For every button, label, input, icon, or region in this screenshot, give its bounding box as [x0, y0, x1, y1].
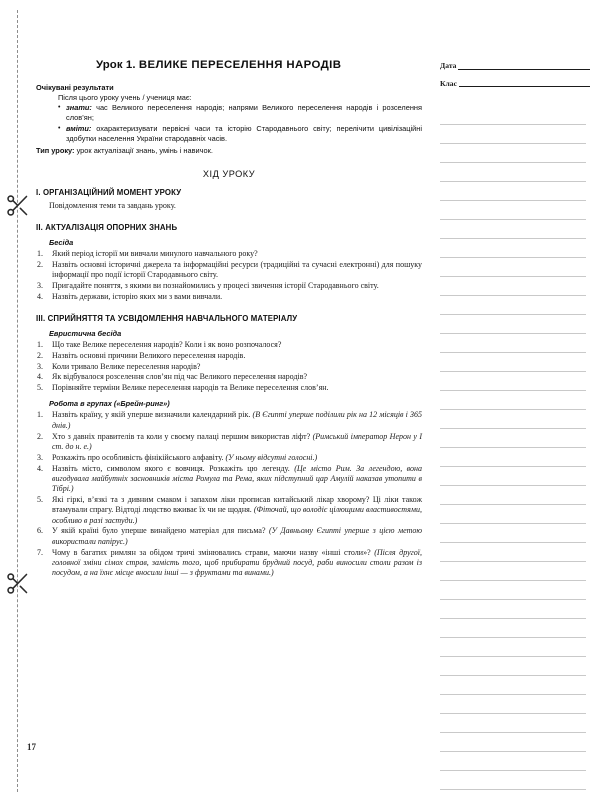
lesson-type-label: Тип уроку: — [36, 145, 75, 155]
date-input[interactable] — [458, 68, 590, 70]
ruled-line[interactable] — [440, 391, 586, 410]
list-item — [36, 103, 422, 123]
expected-text-vmity: охарактеризувати первісні часи та історію Стародавнього світу; перелічити цивілізаційні здобутки населення України стародавніх часів. — [66, 124, 422, 144]
ruled-line[interactable] — [440, 448, 586, 467]
question-answer: (В Єгипті уперше поділили рік на 12 місяців і 365 днів.) — [52, 410, 423, 430]
ruled-line[interactable] — [440, 581, 586, 600]
question-answer: (Після другої, головної зміни сімох страв, замість того, щоб прибирати брудний посуд, раби виносили столи разом із посудом, а на їхнє місце вносили інші — з фруктами та винами.) — [52, 547, 422, 578]
lesson-content — [36, 58, 422, 579]
ruled-line[interactable] — [440, 239, 586, 258]
expected-text-znaty: час Великого переселення народів; напрями Великого переселення народів і розселення слов’ян; — [66, 103, 422, 123]
scissors-icon — [4, 192, 31, 219]
lesson-type — [36, 146, 422, 155]
page-number: 17 — [27, 742, 36, 752]
ruled-line[interactable] — [440, 619, 586, 638]
expected-results-intro: Після цього уроку учень / учениця має: — [58, 93, 192, 103]
ruled-line[interactable] — [440, 752, 586, 771]
question-text: Назвіть місто, символом якого є вовчиця. Розкажіть цю легенду. — [52, 463, 295, 473]
ruled-line[interactable] — [440, 543, 586, 562]
expected-marker-vmity: вміти: — [66, 124, 92, 134]
list-item: Порівняйте терміни Велике переселення народів та Велике переселення слов’ян. — [52, 383, 329, 393]
list-item — [36, 526, 422, 547]
list-item: Що таке Велике переселення народів? Коли і як воно розпочалося? — [52, 339, 282, 349]
list-item — [36, 464, 422, 495]
subsection-heading-group-work: Робота в групах («Брейн-ринг») — [49, 399, 170, 409]
course-heading: ХІД УРОКУ — [202, 168, 256, 179]
class-label: Клас — [440, 78, 457, 88]
page-title — [36, 58, 422, 72]
list-item — [36, 124, 422, 144]
ruled-line[interactable] — [440, 600, 586, 619]
ruled-line[interactable] — [440, 163, 586, 182]
ruled-line[interactable] — [440, 562, 586, 581]
question-answer: (Фіточай, що володіє цілющими властивостями, особливо в разі застуди.) — [52, 505, 422, 525]
list-item — [36, 495, 422, 526]
list-item: Який період історії ми вивчали минулого навчального року? — [52, 248, 258, 258]
ruled-line[interactable] — [440, 258, 586, 277]
lesson-title-text: ВЕЛИКЕ ПЕРЕСЕЛЕННЯ НАРОДІВ — [138, 59, 342, 71]
question-list-evrystychna — [36, 340, 422, 394]
ruled-line[interactable] — [440, 125, 586, 144]
ruled-line[interactable] — [440, 410, 586, 429]
class-input[interactable] — [459, 85, 590, 87]
ruled-line[interactable] — [440, 524, 586, 543]
list-item: Назвіть основні причини Великого переселення народів. — [52, 350, 246, 360]
ruled-line[interactable] — [440, 372, 586, 391]
lesson-number: Урок 1. — [96, 59, 136, 71]
list-item: Назвіть держави, історію яких ми з вами вивчали. — [52, 291, 223, 301]
ruled-line[interactable] — [440, 296, 586, 315]
expected-marker-znaty: знати: — [66, 103, 92, 113]
question-answer: (У Давньому Єгипті уперше з цією метою використали папірус.) — [52, 526, 422, 546]
scissors-icon — [4, 570, 31, 597]
date-label: Дата — [440, 61, 457, 70]
ruled-line[interactable] — [440, 182, 586, 201]
question-text: Чому в багатих римлян за обідом тричі змінювались страви, маючи назву «інші столи»? — [52, 547, 375, 557]
ruled-line[interactable] — [440, 505, 586, 524]
ruled-line[interactable] — [440, 486, 586, 505]
ruled-line[interactable] — [440, 695, 586, 714]
question-text: Назвіть країну, у якій уперше визначили календарний рік. — [52, 410, 253, 420]
ruled-line[interactable] — [440, 201, 586, 220]
ruled-line[interactable] — [440, 429, 586, 448]
ruled-line[interactable] — [440, 334, 586, 353]
expected-results-list — [36, 103, 422, 144]
list-item: Пригадайте поняття, з якими ви познайомились у процесі звичення історії Стародавнього світу. — [52, 280, 379, 290]
question-text: Які гіркі, в’язкі та з дивним смаком і запахом ліки прописав китайський лікар хворому? Ці ліки також втамували спрагу. Відтоді людство вживає їх чи не щодня. — [52, 494, 422, 515]
expected-results-heading: Очікувані результати — [36, 83, 114, 93]
cut-dashed-line — [17, 10, 18, 792]
list-item: Як відбувалося розселення слов’ян під час Великого переселення народів? — [52, 372, 308, 382]
section-heading-2: II. АКТУАЛІЗАЦІЯ ОПОРНИХ ЗНАНЬ — [36, 222, 178, 232]
notes-ruled-area[interactable] — [440, 106, 586, 790]
question-list-group-work — [36, 410, 422, 578]
question-answer: (Римський імператор Нерон у I ст. до н. е.) — [52, 431, 422, 451]
ruled-line[interactable] — [440, 106, 586, 125]
section-heading-3: III. СПРИЙНЯТТЯ ТА УСВІДОМЛЕННЯ НАВЧАЛЬНОГО МАТЕРІАЛУ — [36, 313, 298, 323]
question-text: Розкажіть про особливість фінікійського алфавіту. — [52, 452, 226, 462]
list-item: Назвіть основні історичні джерела та інформаційні ресурси (традиційні та сучасні електронні) для пошуку інформації про події історії Стародавнього світу. — [52, 259, 422, 279]
subsection-heading-besida: Бесіда — [49, 237, 74, 247]
list-item — [36, 432, 422, 453]
question-list-besida — [36, 249, 422, 302]
ruled-line[interactable] — [440, 220, 586, 239]
list-item: Коли тривало Велике переселення народів? — [52, 361, 201, 371]
ruled-line[interactable] — [440, 315, 586, 334]
lesson-type-value: урок актуалізації знань, умінь і навичок. — [74, 145, 213, 155]
ruled-line[interactable] — [440, 714, 586, 733]
date-field-row[interactable] — [440, 62, 590, 70]
question-answer: (Це місто Рим. За легендою, вона вигодувала майбутніх засновників міста Ромула та Рема, яких підступний цар Амулій наказав утопити в Тібрі.) — [52, 463, 422, 494]
ruled-line[interactable] — [440, 638, 586, 657]
list-item — [36, 548, 422, 579]
question-answer: (У ньому відсутні голосні.) — [225, 452, 318, 462]
list-item — [36, 453, 422, 463]
question-text: У якій країні було уперше винайдено матеріал для письма? — [52, 526, 269, 536]
class-field-row[interactable] — [440, 80, 590, 88]
ruled-line[interactable] — [440, 771, 586, 790]
section-heading-1: I. ОРГАНІЗАЦІЙНИЙ МОМЕНТ УРОКУ — [36, 187, 182, 197]
ruled-line[interactable] — [440, 676, 586, 695]
question-text: Хто з давніх правителів та коли у своєму палаці першим використав ліфт? — [52, 431, 313, 441]
ruled-line[interactable] — [440, 657, 586, 676]
subsection-heading-evrystychna: Евристична бесіда — [49, 328, 122, 338]
ruled-line[interactable] — [440, 467, 586, 486]
ruled-line[interactable] — [440, 353, 586, 372]
ruled-line[interactable] — [440, 277, 586, 296]
section-paragraph-1: Повідомлення теми та завдань уроку. — [49, 200, 176, 210]
ruled-line[interactable] — [440, 144, 586, 163]
ruled-line[interactable] — [440, 733, 586, 752]
form-panel — [440, 62, 590, 97]
list-item — [36, 410, 422, 431]
